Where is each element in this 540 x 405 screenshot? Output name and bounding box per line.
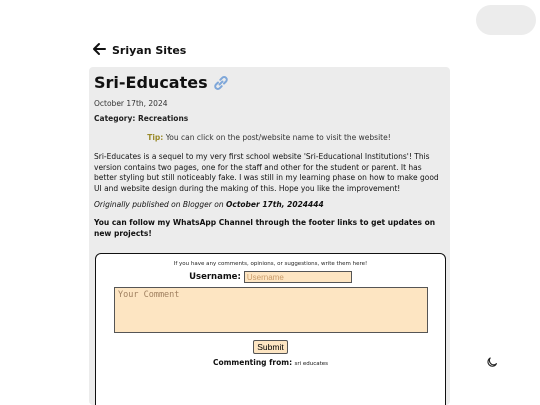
back-link[interactable] [92, 42, 186, 59]
comment-form [95, 253, 446, 405]
back-link-label: Sriyan Sites [112, 44, 187, 57]
arrow-left-icon [92, 42, 106, 59]
commenting-from-label: Commenting from: [212, 358, 293, 367]
tip-label: Tip: [147, 133, 164, 142]
tip-text [94, 133, 444, 142]
originally-published [94, 200, 444, 209]
username-input[interactable] [244, 271, 352, 283]
post-date: October 17th, 2024 [94, 99, 168, 108]
comment-textarea[interactable] [114, 287, 428, 333]
link-icon[interactable] [212, 74, 230, 92]
post-category [94, 114, 444, 123]
category-label: Category: [94, 114, 136, 123]
originally-prefix: Originally published on Blogger on [94, 200, 226, 209]
username-row [96, 271, 445, 283]
top-pill-button[interactable] [476, 5, 536, 35]
post-card [89, 67, 450, 405]
commenting-from [96, 358, 445, 367]
originally-date: October 17th, 2024444 [226, 200, 324, 209]
username-label: Username: [189, 272, 241, 282]
moon-icon[interactable] [486, 353, 498, 365]
title-row [94, 73, 444, 93]
comment-hint: If you have any comments, opinions, or suggestions, write them here! [173, 261, 368, 267]
post-title[interactable]: Sri-Educates [94, 73, 208, 92]
category-value: Recreations [137, 114, 189, 123]
commenting-from-value: sri educates [294, 361, 329, 367]
post-description: Sri-Educates is a sequel to my very first school website 'Sri-Educational Institutions'! This version contains two pages, one for the staff and other for the student or parent. It has better styling but still noticeably fake. I was still in my learning phase on how to make good UI and website design during the making of this. Hope you like the improvement! [94, 152, 439, 193]
tip-body: You can click on the post/website name to visit the website! [165, 133, 391, 142]
whatsapp-note: You can follow my WhatsApp Channel through the footer links to get updates on new projects! [94, 218, 436, 238]
submit-button[interactable]: Submit [253, 340, 287, 354]
